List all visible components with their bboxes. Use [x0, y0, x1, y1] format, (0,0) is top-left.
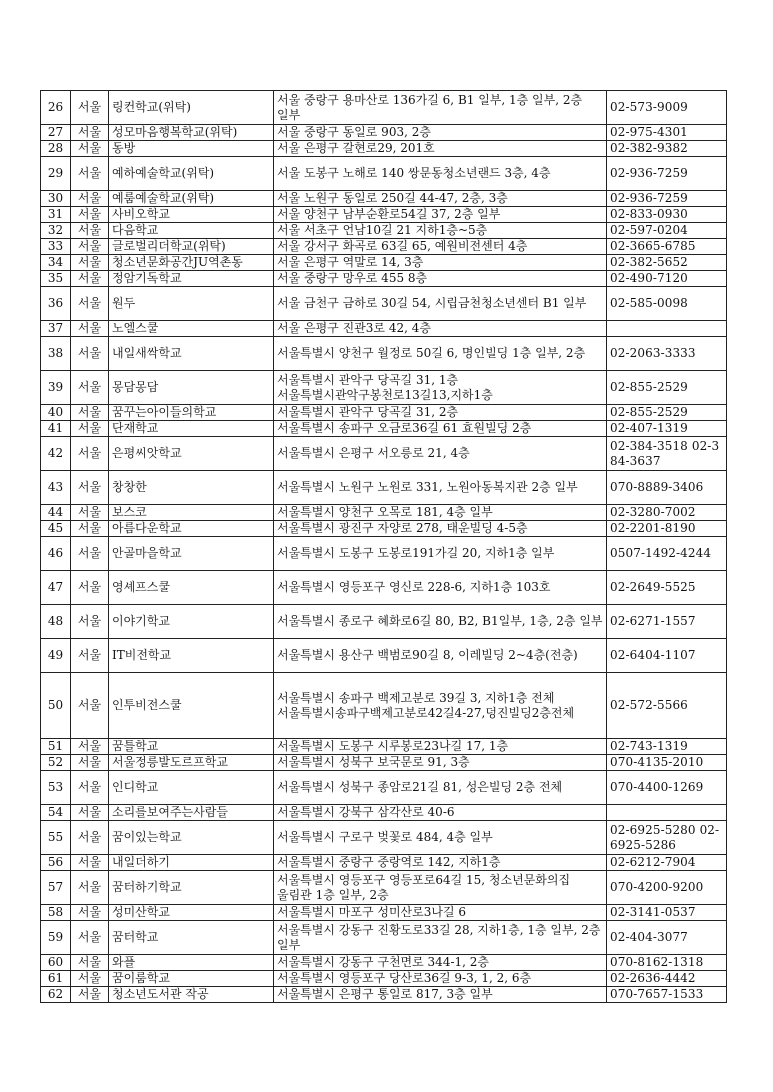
row-number: 27	[41, 125, 71, 141]
phone-cell: 070-8162-1318	[607, 955, 727, 971]
table-body	[41, 91, 727, 1003]
school-name-cell: 안골마을학교	[109, 537, 274, 571]
region-cell: 서울	[71, 921, 109, 955]
phone-cell: 0507-1492-4244	[607, 537, 727, 571]
address-cell: 서울특별시 영등포구 영신로 228-6, 지하1층 103호	[274, 571, 607, 605]
row-number: 49	[41, 639, 71, 673]
school-name-cell: 아름다운학교	[109, 521, 274, 537]
phone-cell: 02-833-0930	[607, 207, 727, 223]
row-number: 37	[41, 321, 71, 337]
region-cell: 서울	[71, 971, 109, 987]
table-row	[41, 571, 727, 605]
phone-cell: 02-2063-3333	[607, 337, 727, 371]
address-cell: 서울특별시 영등포구 영등포로64길 15, 청소년문화의집 울림관 1층 일부, 2층	[274, 871, 607, 905]
row-number: 50	[41, 673, 71, 739]
phone-cell: 02-382-9382	[607, 141, 727, 157]
table-row	[41, 971, 727, 987]
row-number: 46	[41, 537, 71, 571]
row-number: 54	[41, 805, 71, 821]
region-cell: 서울	[71, 605, 109, 639]
row-number: 34	[41, 255, 71, 271]
school-name-cell: 단재학교	[109, 421, 274, 437]
phone-cell: 02-6404-1107	[607, 639, 727, 673]
address-cell: 서울 금천구 금하로 30길 54, 시립금천청소년센터 B1 일부	[274, 287, 607, 321]
address-cell: 서울특별시 도봉구 시루봉로23나길 17, 1층	[274, 739, 607, 755]
row-number: 56	[41, 855, 71, 871]
region-cell: 서울	[71, 337, 109, 371]
table-row	[41, 855, 727, 871]
school-name-cell: 글로벌리더학교(위탁)	[109, 239, 274, 255]
address-cell: 서울특별시 노원구 노원로 331, 노원아동복지관 2층 일부	[274, 471, 607, 505]
school-name-cell: 몽담몽담	[109, 371, 274, 405]
school-name-cell: 청소년문화공간JU역촌동	[109, 255, 274, 271]
school-name-cell: 이야기학교	[109, 605, 274, 639]
row-number: 40	[41, 405, 71, 421]
table-row	[41, 739, 727, 755]
school-name-cell: 인투비전스쿨	[109, 673, 274, 739]
phone-cell: 02-6925-5280 02-6925-5286	[607, 821, 727, 855]
table-row	[41, 321, 727, 337]
address-cell: 서울특별시 영등포구 당산로36길 9-3, 1, 2, 6층	[274, 971, 607, 987]
table-row	[41, 223, 727, 239]
region-cell: 서울	[71, 639, 109, 673]
address-cell: 서울 도봉구 노해로 140 쌍문동청소년랜드 3층, 4층	[274, 157, 607, 191]
phone-cell: 070-4200-9200	[607, 871, 727, 905]
address-cell: 서울특별시 종로구 혜화로6길 80, B2, B1일부, 1층, 2층 일부	[274, 605, 607, 639]
region-cell: 서울	[71, 739, 109, 755]
table-row	[41, 421, 727, 437]
table-row	[41, 157, 727, 191]
region-cell: 서울	[71, 673, 109, 739]
row-number: 42	[41, 437, 71, 471]
address-cell: 서울 은평구 진관3로 42, 4층	[274, 321, 607, 337]
row-number: 60	[41, 955, 71, 971]
row-number: 35	[41, 271, 71, 287]
region-cell: 서울	[71, 987, 109, 1003]
region-cell: 서울	[71, 91, 109, 125]
region-cell: 서울	[71, 141, 109, 157]
region-cell: 서울	[71, 755, 109, 771]
table-row	[41, 537, 727, 571]
address-cell: 서울특별시 강동구 진황도로33길 28, 지하1층, 1층 일부, 2층 일부	[274, 921, 607, 955]
table-row	[41, 371, 727, 405]
address-cell: 서울특별시 강동구 구천면로 344-1, 2층	[274, 955, 607, 971]
school-name-cell: 청소년도서관 작공	[109, 987, 274, 1003]
address-cell: 서울특별시 양천구 오목로 181, 4층 일부	[274, 505, 607, 521]
school-name-cell: 꿈이룸학교	[109, 971, 274, 987]
table-row	[41, 755, 727, 771]
address-cell: 서울특별시 성북구 종암로21길 81, 성은빌딩 2층 전체	[274, 771, 607, 805]
region-cell: 서울	[71, 437, 109, 471]
school-name-cell: 동방	[109, 141, 274, 157]
address-cell: 서울특별시 용산구 백범로90길 8, 이레빌딩 2~4층(전층)	[274, 639, 607, 673]
address-cell: 서울 강서구 화곡로 63길 65, 예원비전센터 4층	[274, 239, 607, 255]
address-cell: 서울 노원구 동일로 250길 44-47, 2층, 3층	[274, 191, 607, 207]
table-row	[41, 125, 727, 141]
region-cell: 서울	[71, 805, 109, 821]
table-row	[41, 437, 727, 471]
phone-cell: 02-855-2529	[607, 371, 727, 405]
school-name-cell: 성모마음행복학교(위탁)	[109, 125, 274, 141]
table-row	[41, 905, 727, 921]
row-number: 45	[41, 521, 71, 537]
row-number: 47	[41, 571, 71, 605]
region-cell: 서울	[71, 771, 109, 805]
row-number: 26	[41, 91, 71, 125]
table-row	[41, 673, 727, 739]
row-number: 33	[41, 239, 71, 255]
region-cell: 서울	[71, 223, 109, 239]
table-row	[41, 605, 727, 639]
row-number: 41	[41, 421, 71, 437]
phone-cell	[607, 805, 727, 821]
region-cell: 서울	[71, 905, 109, 921]
address-cell: 서울특별시 은평구 통일로 817, 3층 일부	[274, 987, 607, 1003]
phone-cell: 02-404-3077	[607, 921, 727, 955]
phone-cell: 02-490-7120	[607, 271, 727, 287]
region-cell: 서울	[71, 871, 109, 905]
row-number: 52	[41, 755, 71, 771]
table-row	[41, 271, 727, 287]
phone-cell: 02-743-1319	[607, 739, 727, 755]
region-cell: 서울	[71, 271, 109, 287]
region-cell: 서울	[71, 157, 109, 191]
address-cell: 서울특별시 양천구 월정로 50길 6, 명인빌딩 1층 일부, 2층	[274, 337, 607, 371]
phone-cell: 02-384-3518 02-384-3637	[607, 437, 727, 471]
table-row	[41, 337, 727, 371]
phone-cell: 070-4400-1269	[607, 771, 727, 805]
school-name-cell: 소리를보여주는사람들	[109, 805, 274, 821]
row-number: 38	[41, 337, 71, 371]
region-cell: 서울	[71, 255, 109, 271]
school-name-cell: 링컨학교(위탁)	[109, 91, 274, 125]
phone-cell: 02-572-5566	[607, 673, 727, 739]
phone-cell: 070-8889-3406	[607, 471, 727, 505]
school-name-cell: 내일새싹학교	[109, 337, 274, 371]
school-name-cell: 내일더하기	[109, 855, 274, 871]
table-row	[41, 505, 727, 521]
region-cell: 서울	[71, 207, 109, 223]
region-cell: 서울	[71, 371, 109, 405]
table-row	[41, 921, 727, 955]
address-cell: 서울특별시 관악구 당곡길 31, 1층 서울특별시관악구봉천로13길13,지하1층	[274, 371, 607, 405]
row-number: 36	[41, 287, 71, 321]
school-name-cell: 사비오학교	[109, 207, 274, 223]
school-name-cell: 서울정릉발도르프학교	[109, 755, 274, 771]
region-cell: 서울	[71, 821, 109, 855]
region-cell: 서울	[71, 571, 109, 605]
address-cell: 서울특별시 광진구 자양로 278, 태운빌딩 4-5층	[274, 521, 607, 537]
address-cell: 서울특별시 송파구 백제고분로 39길 3, 지하1층 전체 서울특별시송파구백제고분로42길4-27,덩진빌딩2층전체	[274, 673, 607, 739]
region-cell: 서울	[71, 521, 109, 537]
row-number: 30	[41, 191, 71, 207]
row-number: 59	[41, 921, 71, 955]
row-number: 57	[41, 871, 71, 905]
phone-cell: 02-3665-6785	[607, 239, 727, 255]
school-name-cell: 꿈터하기학교	[109, 871, 274, 905]
address-cell: 서울 은평구 역말로 14, 3층	[274, 255, 607, 271]
school-name-cell: 꿈꾸는아이들의학교	[109, 405, 274, 421]
school-name-cell: 예룸예술학교(위탁)	[109, 191, 274, 207]
phone-cell: 02-936-7259	[607, 157, 727, 191]
region-cell: 서울	[71, 471, 109, 505]
address-cell: 서울 중랑구 용마산로 136가길 6, B1 일부, 1층 일부, 2층 일부	[274, 91, 607, 125]
phone-cell: 02-3141-0537	[607, 905, 727, 921]
school-name-cell: 꿈이있는학교	[109, 821, 274, 855]
school-name-cell: 꿈틀학교	[109, 739, 274, 755]
address-cell: 서울특별시 마포구 성미산로3나길 6	[274, 905, 607, 921]
row-number: 62	[41, 987, 71, 1003]
region-cell: 서울	[71, 125, 109, 141]
row-number: 31	[41, 207, 71, 223]
address-cell: 서울특별시 중랑구 중랑역로 142, 지하1층	[274, 855, 607, 871]
row-number: 43	[41, 471, 71, 505]
phone-cell: 02-382-5652	[607, 255, 727, 271]
table-row	[41, 191, 727, 207]
region-cell: 서울	[71, 537, 109, 571]
table-row	[41, 91, 727, 125]
address-cell: 서울 양천구 남부순환로54길 37, 2층 일부	[274, 207, 607, 223]
address-cell: 서울특별시 관악구 당곡길 31, 2층	[274, 405, 607, 421]
school-name-cell: 정암기독학교	[109, 271, 274, 287]
row-number: 55	[41, 821, 71, 855]
table-row	[41, 987, 727, 1003]
table-row	[41, 141, 727, 157]
table-row	[41, 805, 727, 821]
address-cell: 서울특별시 강북구 삼각산로 40-6	[274, 805, 607, 821]
phone-cell: 02-2649-5525	[607, 571, 727, 605]
table-row	[41, 471, 727, 505]
row-number: 58	[41, 905, 71, 921]
school-name-cell: 노엘스쿨	[109, 321, 274, 337]
row-number: 28	[41, 141, 71, 157]
address-cell: 서울 중랑구 동일로 903, 2층	[274, 125, 607, 141]
phone-cell: 070-7657-1533	[607, 987, 727, 1003]
school-name-cell: 성미산학교	[109, 905, 274, 921]
region-cell: 서울	[71, 405, 109, 421]
phone-cell: 02-6212-7904	[607, 855, 727, 871]
address-cell: 서울특별시 은평구 서오릉로 21, 4층	[274, 437, 607, 471]
phone-cell: 02-585-0098	[607, 287, 727, 321]
phone-cell: 02-855-2529	[607, 405, 727, 421]
row-number: 61	[41, 971, 71, 987]
phone-cell: 02-3280-7002	[607, 505, 727, 521]
phone-cell: 02-2636-4442	[607, 971, 727, 987]
school-name-cell: 창창한	[109, 471, 274, 505]
row-number: 44	[41, 505, 71, 521]
table-row	[41, 239, 727, 255]
table-row	[41, 405, 727, 421]
row-number: 51	[41, 739, 71, 755]
school-name-cell: 다음학교	[109, 223, 274, 239]
phone-cell: 02-407-1319	[607, 421, 727, 437]
table-row	[41, 771, 727, 805]
school-name-cell: 와플	[109, 955, 274, 971]
region-cell: 서울	[71, 505, 109, 521]
school-name-cell: 은평씨앗학교	[109, 437, 274, 471]
phone-cell: 070-4135-2010	[607, 755, 727, 771]
address-cell: 서울특별시 성북구 보국문로 91, 3층	[274, 755, 607, 771]
school-name-cell: 원두	[109, 287, 274, 321]
table-row	[41, 521, 727, 537]
table-row	[41, 207, 727, 223]
school-name-cell: IT비전학교	[109, 639, 274, 673]
address-cell: 서울 중랑구 망우로 455 8층	[274, 271, 607, 287]
phone-cell	[607, 321, 727, 337]
row-number: 29	[41, 157, 71, 191]
table-row	[41, 255, 727, 271]
row-number: 39	[41, 371, 71, 405]
phone-cell: 02-573-9009	[607, 91, 727, 125]
school-name-cell: 예하예술학교(위탁)	[109, 157, 274, 191]
school-name-cell: 꿈터학교	[109, 921, 274, 955]
row-number: 48	[41, 605, 71, 639]
school-name-cell: 인디학교	[109, 771, 274, 805]
table-row	[41, 821, 727, 855]
address-cell: 서울특별시 도봉구 도봉로191가길 20, 지하1층 일부	[274, 537, 607, 571]
phone-cell: 02-6271-1557	[607, 605, 727, 639]
school-name-cell: 보스코	[109, 505, 274, 521]
school-list-table	[40, 90, 727, 1003]
row-number: 53	[41, 771, 71, 805]
region-cell: 서울	[71, 321, 109, 337]
row-number: 32	[41, 223, 71, 239]
address-cell: 서울 서초구 언남10길 21 지하1층~5층	[274, 223, 607, 239]
region-cell: 서울	[71, 287, 109, 321]
address-cell: 서울특별시 송파구 오금로36길 61 효원빌딩 2층	[274, 421, 607, 437]
phone-cell: 02-597-0204	[607, 223, 727, 239]
table-row	[41, 639, 727, 673]
region-cell: 서울	[71, 855, 109, 871]
address-cell: 서울 은평구 갈현로29, 201호	[274, 141, 607, 157]
table-row	[41, 871, 727, 905]
region-cell: 서울	[71, 421, 109, 437]
phone-cell: 02-975-4301	[607, 125, 727, 141]
region-cell: 서울	[71, 239, 109, 255]
address-cell: 서울특별시 구로구 벚꽃로 484, 4층 일부	[274, 821, 607, 855]
phone-cell: 02-936-7259	[607, 191, 727, 207]
school-name-cell: 영셰프스쿨	[109, 571, 274, 605]
table-row	[41, 955, 727, 971]
phone-cell: 02-2201-8190	[607, 521, 727, 537]
region-cell: 서울	[71, 955, 109, 971]
region-cell: 서울	[71, 191, 109, 207]
table-row	[41, 287, 727, 321]
